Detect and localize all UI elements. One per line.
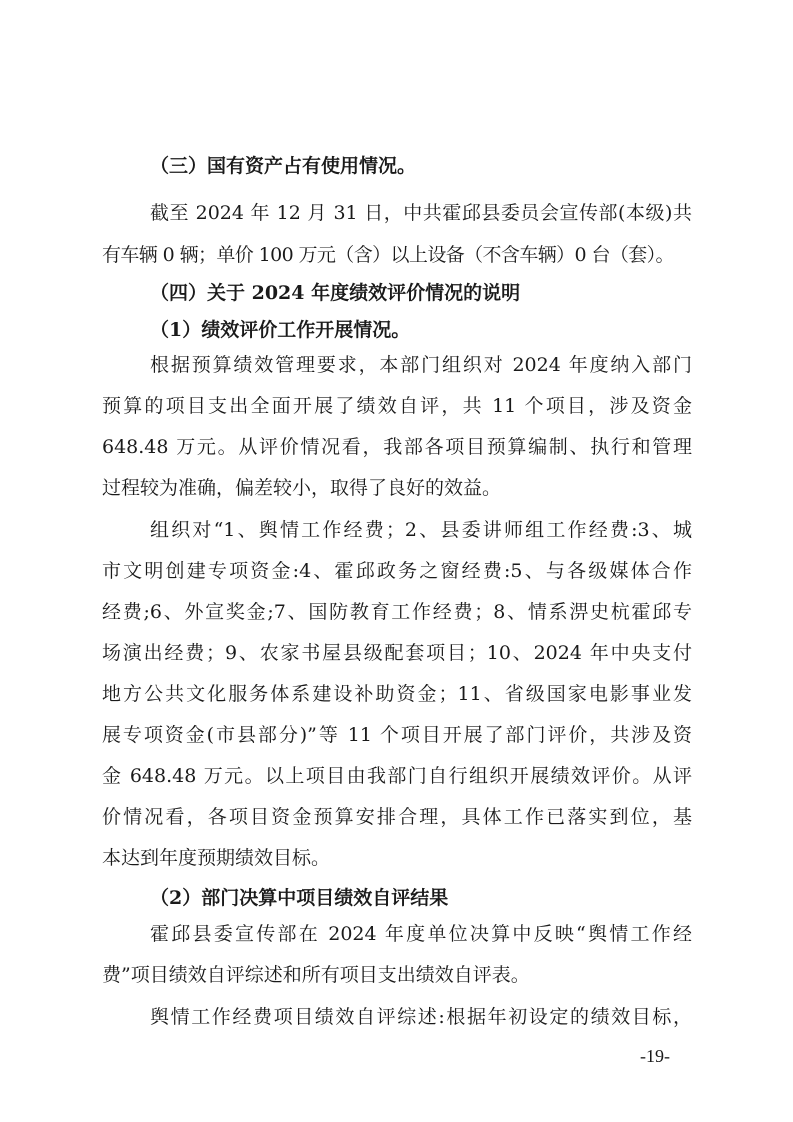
sub1-heading: （1）绩效评价工作开展情况。	[150, 319, 411, 341]
section-performance-heading: （四）关于 2024 年度绩效评价情况的说明	[150, 282, 521, 304]
paragraph-line: 霍邱县委宣传部在 2024 年度单位决算中反映“舆情工作经	[150, 923, 692, 945]
assets-line: 截至 2024 年 12 月 31 日，中共霍邱县委员会宣传部(本级)共	[150, 202, 692, 224]
paragraph-line: 过程较为准确，偏差较小，取得了良好的效益。	[102, 477, 502, 499]
assets-line: 有车辆 0 辆；单价 100 万元（含）以上设备（不含车辆）0 台（套）。	[102, 244, 674, 266]
paragraph-line: 本达到年度预期绩效目标。	[102, 847, 331, 869]
page-number: -19-	[640, 1046, 670, 1066]
paragraph-line: 648.48 万元。从评价情况看，我部各项目预算编制、执行和管理	[102, 436, 692, 458]
paragraph-line: 组织对“1、舆情工作经费；2、县委讲师组工作经费:3、城	[150, 519, 692, 541]
sub2-heading: （2）部门决算中项目绩效自评结果	[150, 887, 449, 909]
paragraph-line: 场演出经费；9、农家书屋县级配套项目；10、2024 年中央支付	[102, 642, 692, 664]
paragraph-line: 展专项资金(市县部分)”等 11 个项目开展了部门评价，共涉及资	[102, 724, 692, 746]
paragraph-line: 预算的项目支出全面开展了绩效自评，共 11 个项目，涉及资金	[102, 395, 692, 417]
paragraph-line: 根据预算绩效管理要求，本部门组织对 2024 年度纳入部门	[150, 354, 692, 376]
paragraph-line: 价情况看，各项目资金预算安排合理，具体工作已落实到位，基	[102, 806, 692, 828]
paragraph-line: 费”项目绩效自评综述和所有项目支出绩效自评表。	[102, 964, 530, 986]
paragraph-line: 舆情工作经费项目绩效自评综述:根据年初设定的绩效目标，	[150, 1006, 692, 1028]
paragraph-line: 经费;6、外宣奖金;7、国防教育工作经费；8、情系淠史杭霍邱专	[102, 601, 692, 623]
paragraph-line: 金 648.48 万元。以上项目由我部门自行组织开展绩效评价。从评	[102, 765, 692, 787]
paragraph-line: 市文明创建专项资金:4、霍邱政务之窗经费:5、与各级媒体合作	[102, 560, 692, 582]
paragraph-line: 地方公共文化服务体系建设补助资金；11、省级国家电影事业发	[102, 683, 692, 705]
section-assets-heading: （三）国有资产占有使用情况。	[150, 155, 417, 177]
